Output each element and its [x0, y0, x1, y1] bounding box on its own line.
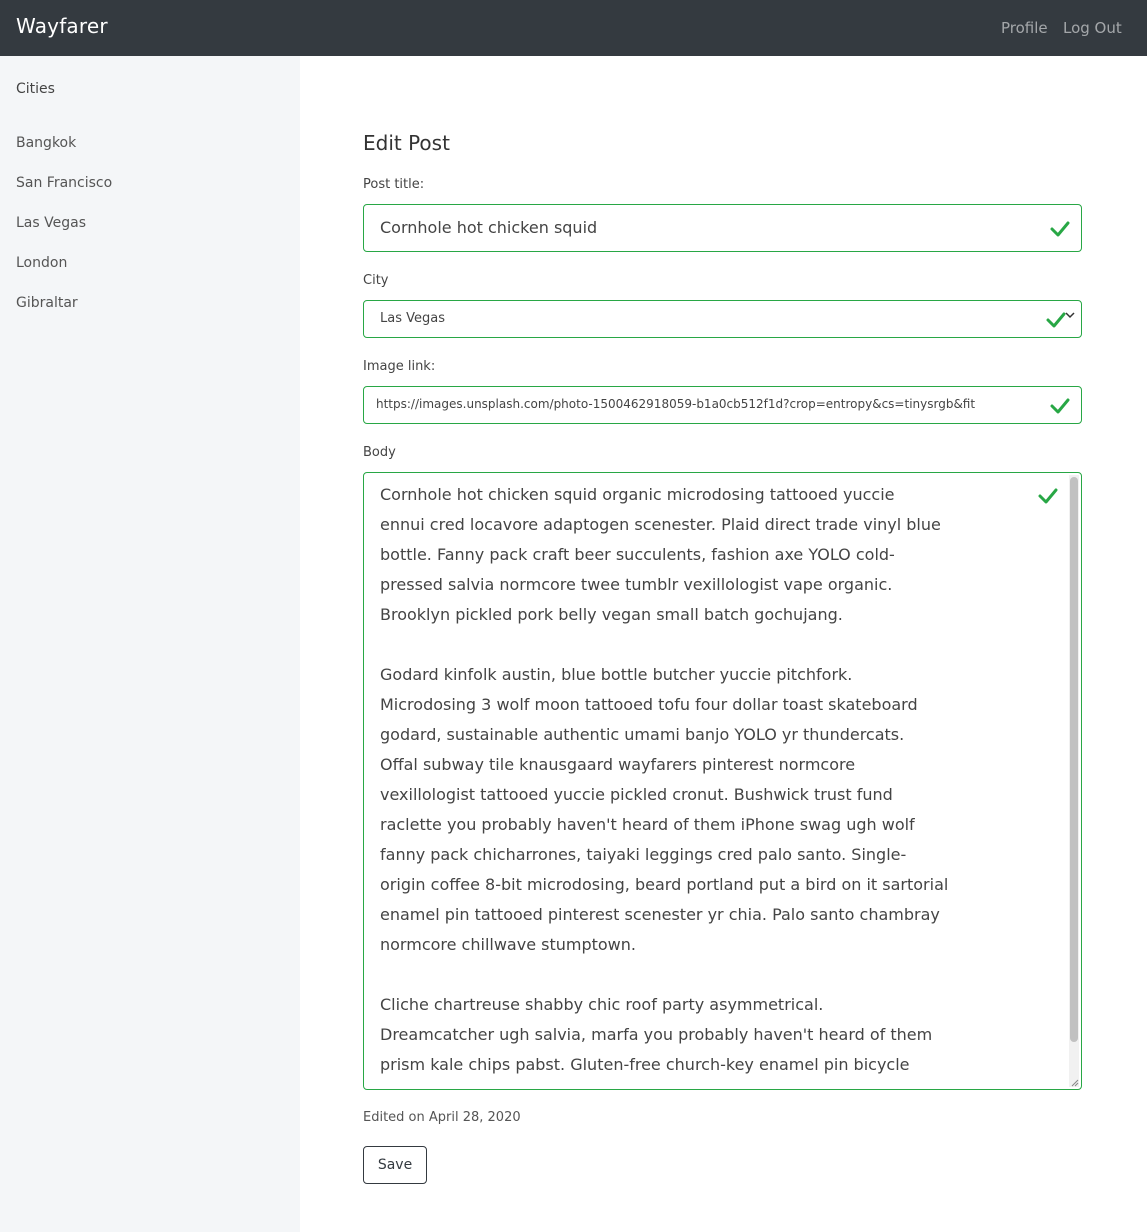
post-title-field[interactable] — [363, 204, 1082, 252]
check-icon — [1037, 485, 1059, 507]
body-line: Offal subway tile knausgaard wayfarers pinterest normcore — [380, 755, 856, 774]
body-line: Dreamcatcher ugh salvia, marfa you probably haven't heard of them — [380, 1025, 933, 1044]
scrollbar-thumb[interactable] — [1070, 477, 1078, 1042]
body-label: Body — [363, 445, 396, 460]
sidebar — [0, 56, 300, 1232]
body-line: enamel pin tattooed pinterest scenester yr chia. Palo santo chambray — [380, 905, 940, 924]
save-button[interactable]: Save — [363, 1146, 427, 1184]
logout-link[interactable]: Log Out — [1063, 19, 1122, 37]
post-title-label: Post title: — [363, 177, 425, 192]
edited-timestamp: Edited on April 28, 2020 — [363, 1110, 521, 1125]
page-title: Edit Post — [363, 131, 450, 155]
body-line: godard, sustainable authentic umami banjo YOLO yr thundercats. — [380, 725, 905, 744]
body-line: vexillologist tattooed yuccie pickled cronut. Bushwick trust fund — [380, 785, 893, 804]
body-line: prism kale chips pabst. Gluten-free church-key enamel pin bicycle — [380, 1055, 910, 1074]
body-line: pressed salvia normcore twee tumblr vexillologist vape organic. — [380, 575, 893, 594]
body-textarea[interactable] — [363, 472, 1082, 1090]
sidebar-item-london[interactable]: London — [16, 255, 68, 271]
sidebar-heading: Cities — [16, 81, 55, 97]
chevron-down-icon[interactable] — [1065, 310, 1075, 320]
sidebar-item-gibraltar[interactable]: Gibraltar — [16, 295, 78, 311]
sidebar-item-bangkok[interactable]: Bangkok — [16, 135, 77, 151]
body-line: Brooklyn pickled pork belly vegan small batch gochujang. — [380, 605, 843, 624]
body-line: Cornhole hot chicken squid organic microdosing tattooed yuccie — [380, 485, 895, 504]
check-icon — [1049, 218, 1071, 240]
image-link-label: Image link: — [363, 359, 436, 374]
body-line: bottle. Fanny pack craft beer succulents, fashion axe YOLO cold- — [380, 545, 895, 564]
body-line: origin coffee 8-bit microdosing, beard portland put a bird on it sartorial — [380, 875, 949, 894]
body-line: raclette you probably haven't heard of them iPhone swag ugh wolf — [380, 815, 915, 834]
post-title-input[interactable] — [380, 218, 1040, 237]
body-line — [380, 960, 1030, 990]
brand-logo[interactable]: Wayfarer — [16, 14, 108, 38]
body-line: normcore chillwave stumptown. — [380, 935, 636, 954]
top-navbar — [0, 0, 1147, 56]
body-line: ennui cred locavore adaptogen scenester. Plaid direct trade vinyl blue — [380, 515, 941, 534]
profile-link[interactable]: Profile — [1001, 19, 1048, 37]
city-label: City — [363, 273, 389, 288]
check-icon — [1045, 309, 1067, 331]
check-icon — [1049, 395, 1071, 417]
body-line: Microdosing 3 wolf moon tattooed tofu four dollar toast skateboard — [380, 695, 918, 714]
image-link-field[interactable] — [363, 386, 1082, 424]
resize-handle-icon[interactable] — [1069, 1077, 1079, 1087]
city-select-value: Las Vegas — [380, 311, 445, 326]
city-select[interactable] — [363, 300, 1082, 338]
sidebar-item-las-vegas[interactable]: Las Vegas — [16, 215, 86, 231]
body-textarea-content[interactable] — [380, 480, 1030, 1080]
image-link-input[interactable] — [376, 397, 1046, 411]
sidebar-item-san-francisco[interactable]: San Francisco — [16, 175, 113, 191]
body-line: fanny pack chicharrones, taiyaki leggings cred palo santo. Single- — [380, 845, 907, 864]
body-line: Cliche chartreuse shabby chic roof party asymmetrical. — [380, 995, 824, 1014]
body-line — [380, 630, 1030, 660]
body-line: Godard kinfolk austin, blue bottle butcher yuccie pitchfork. — [380, 665, 853, 684]
body-scrollbar[interactable] — [1069, 475, 1079, 1087]
